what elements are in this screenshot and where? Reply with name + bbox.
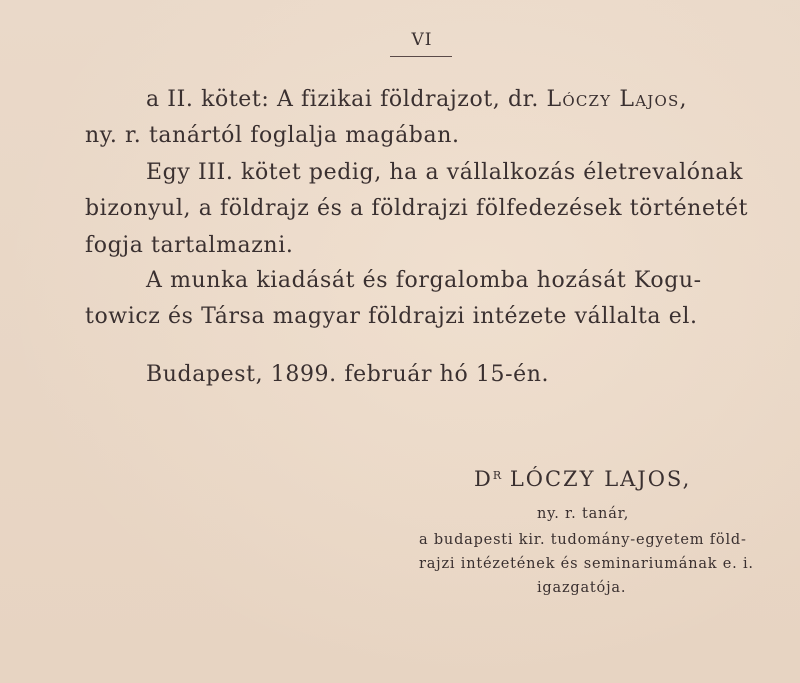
text-line: A munka kiadását és forgalomba hozását Kogu- <box>146 268 702 293</box>
signature-affiliation-line: rajzi intézetének és seminariumának e. i. <box>419 556 754 572</box>
signature-title-prefix: D <box>474 467 493 491</box>
dateline: Budapest, 1899. február hó 15-én. <box>146 362 550 387</box>
signature-position: ny. r. tanár, <box>537 506 630 522</box>
signature-affiliation-line: a budapesti kir. tudomány-egyetem föld- <box>419 532 747 548</box>
page-number: VI <box>411 30 433 50</box>
text-line: fogja tartalmazni. <box>85 233 294 258</box>
author-name: Lóczy Lajos <box>546 87 680 112</box>
signature-title-suffix: R <box>492 469 502 482</box>
text-line: Egy III. kötet pedig, ha a vállalkozás életrevalónak <box>146 160 744 185</box>
text-line: towicz és Társa magyar földrajzi intézete vállalta el. <box>85 304 698 329</box>
page-number-rule <box>390 56 452 57</box>
text-line: bizonyul, a földrajz és a földrajzi fölfedezések történetét <box>85 196 749 221</box>
signature-name: $D^R$ LÓCZY LAJOS, <box>474 467 692 491</box>
text-line: ny. r. tanártól foglalja magában. <box>85 123 460 148</box>
signature-affiliation-line: igazgatója. <box>537 580 627 596</box>
text-line: a II. kötet: A fizikai földrajzot, dr. Lóczy Lajos, <box>146 87 688 112</box>
